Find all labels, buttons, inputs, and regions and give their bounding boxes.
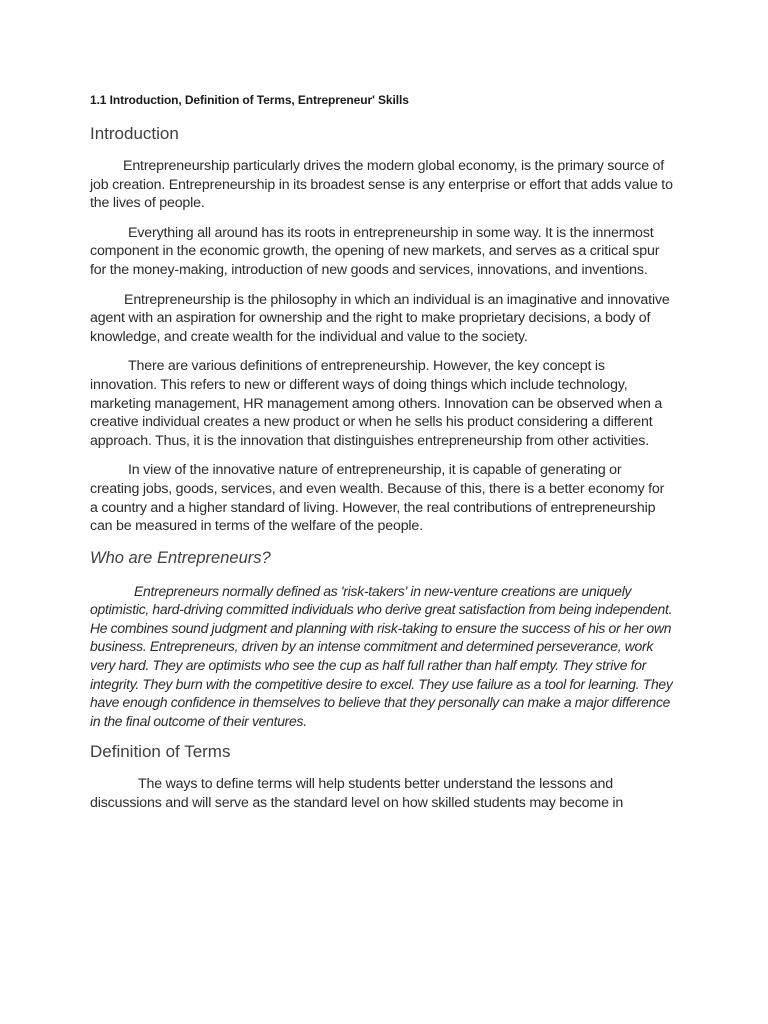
definition-of-terms-heading: Definition of Terms <box>90 742 231 762</box>
introduction-paragraph-1: Entrepreneurship particularly drives the modern global economy, is the primary source of job creation. Entrepreneurship in its broadest sense is any enterprise or effort that adds value to the lives of people. <box>90 158 673 212</box>
who-are-entrepreneurs-paragraph: Entrepreneurs normally defined as 'risk-takers' in new-venture creations are uniquely optimistic, hard-driving committed individuals who derive great satisfaction from being independent. He combines sound judgment and planning with risk-taking to ensure the success of his or her own business. Entrepreneurs, driven by an intense commitment and determined perseverance, work very hard. They are optimists who see the cup as half full rather than half empty. They strive for integrity. They burn with the competitive desire to excel. They use failure as a tool for learning. They have enough confidence in themselves to believe that they personally can make a major difference in the final outcome of their ventures. <box>90 582 673 729</box>
introduction-paragraph-3: Entrepreneurship is the philosophy in which an individual is an imaginative and innovative agent with an aspiration for ownership and the right to make proprietary decisions, a body of knowledge, and create wealth for the individual and value to the society. <box>90 291 670 345</box>
introduction-paragraph-5: In view of the innovative nature of entrepreneurship, it is capable of generating or creating jobs, goods, services, and even wealth. Because of this, there is a better economy for a country and a higher standard of living. However, the real contributions of entrepreneurship can be measured in terms of the welfare of the people. <box>90 462 665 535</box>
who-are-entrepreneurs-heading: Who are Entrepreneurs? <box>90 548 271 567</box>
definition-of-terms-paragraph: The ways to define terms will help students better understand the lessons and discussions and will serve as the standard level on how skilled students may become in <box>90 776 624 812</box>
introduction-heading: Introduction <box>90 124 179 143</box>
document-header: 1.1 Introduction, Definition of Terms, Entrepreneur' Skills <box>90 93 409 107</box>
document-body <box>90 93 674 824</box>
introduction-paragraph-4: There are various definitions of entrepreneurship. However, the key concept is innovation. This refers to new or different ways of doing things which include technology, marketing management, HR management among others. Innovation can be observed when a creative individual creates a new product or when he sells his product considering a different approach. Thus, it is the innovation that distinguishes entrepreneurship from other activities. <box>90 358 663 449</box>
introduction-paragraph-2: Everything all around has its roots in entrepreneurship in some way. It is the innermost component in the economic growth, the opening of new markets, and serves as a critical spur for the money-making, introduction of new goods and services, innovations, and inventions. <box>90 224 660 278</box>
